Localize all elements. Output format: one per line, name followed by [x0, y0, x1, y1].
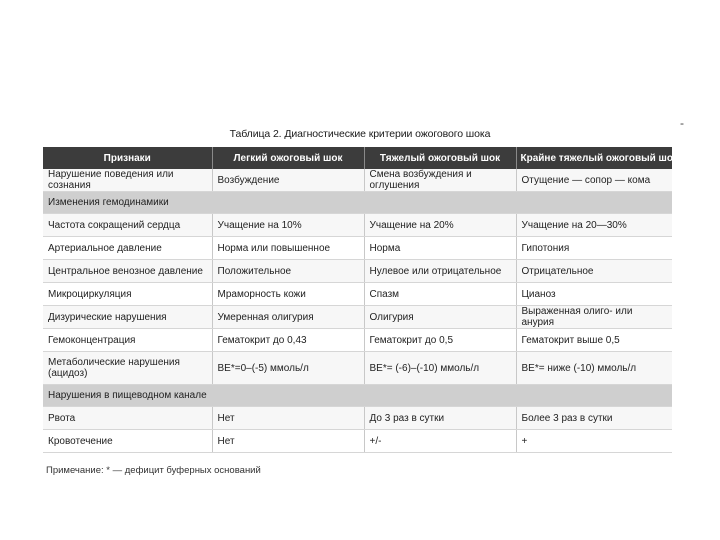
row-label: Микроциркуляция: [43, 283, 212, 306]
extreme-cell: Более 3 раз в сутки: [516, 407, 672, 430]
extreme-cell: Гематокрит выше 0,5: [516, 329, 672, 352]
extreme-cell: Выраженная олиго- или анурия: [516, 306, 672, 329]
table-row: [43, 306, 672, 329]
extreme-cell: +: [516, 430, 672, 453]
table-row: [43, 237, 672, 260]
severe-cell: Норма: [364, 237, 516, 260]
criteria-table: [43, 147, 678, 453]
row-label: Артериальное давление: [43, 237, 212, 260]
header-severe-shock: Тяжелый ожоговый шок: [364, 147, 516, 169]
table-row: [43, 329, 672, 352]
row-label: Дизурические нарушения: [43, 306, 212, 329]
mild-cell: Гематокрит до 0,43: [212, 329, 364, 352]
table-row: [43, 260, 672, 283]
section-label: Изменения гемодинамики: [43, 192, 672, 214]
severe-cell: Нулевое или отрицательное: [364, 260, 516, 283]
severe-cell: Смена возбуждения и оглушения: [364, 169, 516, 192]
mild-cell: Мраморность кожи: [212, 283, 364, 306]
row-label: Кровотечение: [43, 430, 212, 453]
table-header-row: [43, 147, 672, 169]
severe-cell: Учащение на 20%: [364, 214, 516, 237]
table-row: [43, 283, 672, 306]
header-mild-shock: Легкий ожоговый шок: [212, 147, 364, 169]
severe-cell: +/-: [364, 430, 516, 453]
corner-mark: -: [680, 116, 684, 130]
mild-cell: Нет: [212, 407, 364, 430]
header-signs: Признаки: [43, 147, 212, 169]
severe-cell: Олигурия: [364, 306, 516, 329]
row-label: Метаболические нарушения (ацидоз): [43, 352, 212, 385]
section-label: Нарушения в пищеводном канале: [43, 385, 672, 407]
table-row: [43, 352, 672, 385]
table-row: [43, 214, 672, 237]
table-row: [43, 430, 672, 453]
row-label: Центральное венозное давление: [43, 260, 212, 283]
mild-cell: BE*=0–(-5) ммоль/л: [212, 352, 364, 385]
table-footnote: Примечание: * — дефицит буферных оснований: [46, 465, 261, 476]
extreme-cell: Отущение — сопор — кома: [516, 169, 672, 192]
extreme-cell: Отрицательное: [516, 260, 672, 283]
row-label: Частота сокращений сердца: [43, 214, 212, 237]
severe-cell: До 3 раз в сутки: [364, 407, 516, 430]
header-extreme-shock: Крайне тяжелый ожоговый шок: [516, 147, 672, 169]
table-row: [43, 407, 672, 430]
section-row: [43, 385, 672, 407]
section-row: [43, 192, 672, 214]
severe-cell: Гематокрит до 0,5: [364, 329, 516, 352]
mild-cell: Норма или повышенное: [212, 237, 364, 260]
mild-cell: Умеренная олигурия: [212, 306, 364, 329]
row-label: Рвота: [43, 407, 212, 430]
severe-cell: Спазм: [364, 283, 516, 306]
mild-cell: Учащение на 10%: [212, 214, 364, 237]
table-caption: Таблица 2. Диагностические критерии ожогового шока: [229, 128, 491, 140]
mild-cell: Нет: [212, 430, 364, 453]
extreme-cell: Учащение на 20—30%: [516, 214, 672, 237]
row-label: Гемоконцентрация: [43, 329, 212, 352]
table-row: [43, 169, 672, 192]
severe-cell: BE*= (-6)–(-10) ммоль/л: [364, 352, 516, 385]
row-label: Нарушение поведения или сознания: [43, 169, 212, 192]
extreme-cell: Гипотония: [516, 237, 672, 260]
extreme-cell: BE*= ниже (-10) ммоль/л: [516, 352, 672, 385]
mild-cell: Возбуждение: [212, 169, 364, 192]
mild-cell: Положительное: [212, 260, 364, 283]
extreme-cell: Цианоз: [516, 283, 672, 306]
